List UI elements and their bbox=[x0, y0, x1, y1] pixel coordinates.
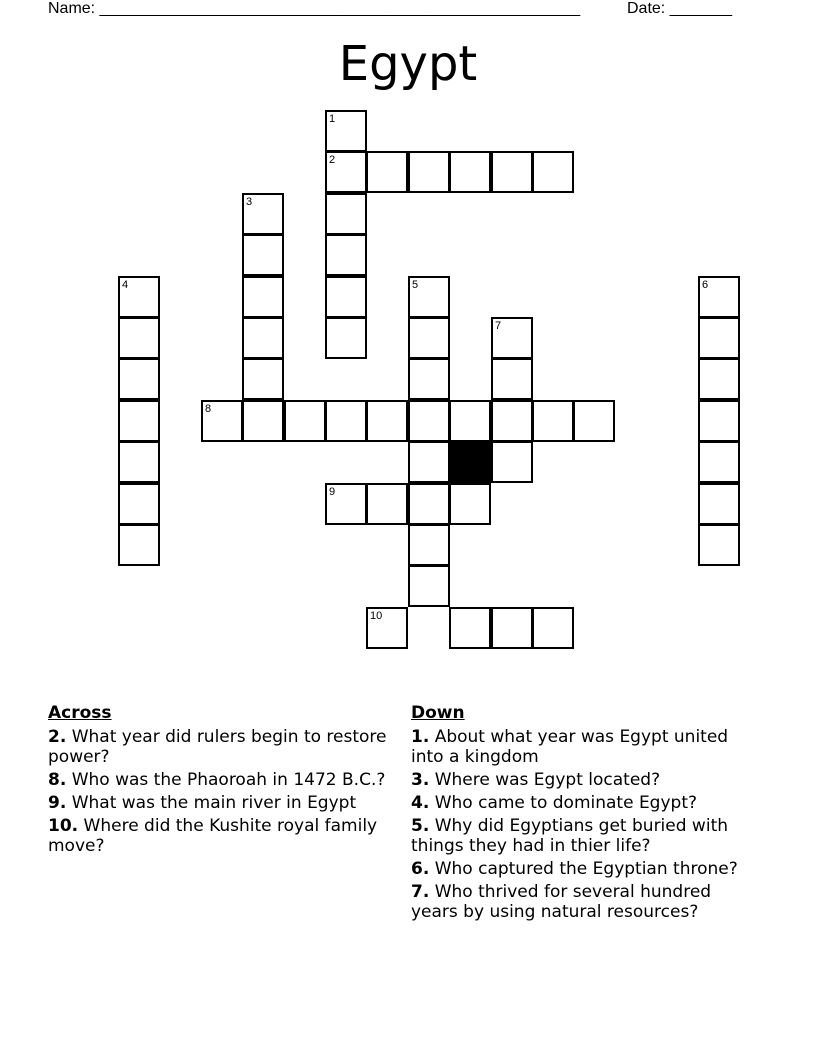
clue-number: 7. bbox=[411, 882, 430, 902]
clue-number: 5. bbox=[411, 816, 430, 836]
across-clue bbox=[48, 793, 403, 813]
cell-number: 4 bbox=[122, 279, 129, 291]
cell-number: 5 bbox=[412, 279, 419, 291]
crossword-cell[interactable] bbox=[449, 151, 491, 193]
down-clue bbox=[411, 859, 756, 879]
down-clue bbox=[411, 882, 756, 922]
crossword-cell[interactable] bbox=[325, 483, 367, 525]
crossword-cell[interactable] bbox=[449, 400, 491, 442]
down-heading: Down bbox=[411, 703, 465, 723]
crossword-cell[interactable] bbox=[242, 358, 284, 400]
crossword-cell[interactable] bbox=[408, 151, 450, 193]
crossword-cell[interactable] bbox=[201, 400, 243, 442]
cell-number: 9 bbox=[329, 486, 336, 498]
crossword-cell[interactable] bbox=[573, 400, 615, 442]
across-clue bbox=[48, 727, 403, 767]
crossword-cell[interactable] bbox=[408, 317, 450, 359]
cell-number: 10 bbox=[370, 610, 383, 622]
crossword-cell[interactable] bbox=[242, 276, 284, 318]
crossword-cell[interactable] bbox=[284, 400, 326, 442]
cell-number: 3 bbox=[246, 196, 253, 208]
page-title: Egypt bbox=[338, 36, 478, 92]
clue-text: About what year was Egypt united into a kingdom bbox=[411, 727, 729, 767]
cell-number: 1 bbox=[329, 113, 336, 125]
crossword-cell[interactable] bbox=[325, 317, 367, 359]
crossword-cell[interactable] bbox=[118, 400, 160, 442]
crossword-cell[interactable] bbox=[325, 151, 367, 193]
crossword-cell[interactable] bbox=[242, 193, 284, 235]
clue-text: What year did rulers begin to restore power? bbox=[48, 727, 387, 767]
clue-text: Who was the Phaoroah in 1472 B.C.? bbox=[71, 770, 386, 790]
crossword-cell[interactable] bbox=[325, 276, 367, 318]
crossword-cell[interactable] bbox=[698, 483, 740, 525]
crossword-cell[interactable] bbox=[491, 317, 533, 359]
crossword-cell[interactable] bbox=[408, 483, 450, 525]
crossword-cell[interactable] bbox=[325, 400, 367, 442]
across-clues bbox=[48, 703, 403, 859]
crossword-cell[interactable] bbox=[118, 317, 160, 359]
crossword-cell[interactable] bbox=[118, 358, 160, 400]
across-clue bbox=[48, 770, 403, 790]
crossword-cell[interactable] bbox=[698, 276, 740, 318]
crossword-cell[interactable] bbox=[366, 607, 408, 649]
across-clue bbox=[48, 816, 403, 856]
crossword-cell[interactable] bbox=[698, 400, 740, 442]
crossword-cell[interactable] bbox=[408, 524, 450, 566]
down-clue bbox=[411, 770, 756, 790]
crossword-cell[interactable] bbox=[408, 400, 450, 442]
crossword-cell[interactable] bbox=[242, 400, 284, 442]
crossword-cell[interactable] bbox=[698, 441, 740, 483]
crossword-cell[interactable] bbox=[532, 151, 574, 193]
cell-number: 8 bbox=[205, 403, 212, 415]
clue-number: 4. bbox=[411, 793, 430, 813]
crossword-cell[interactable] bbox=[366, 483, 408, 525]
crossword-cell[interactable] bbox=[491, 151, 533, 193]
name-field-label: Name: ______________________________________________________ bbox=[48, 0, 581, 17]
crossword-cell[interactable] bbox=[242, 317, 284, 359]
crossword-cell[interactable] bbox=[449, 483, 491, 525]
cell-number: 6 bbox=[702, 279, 709, 291]
crossword-cell[interactable] bbox=[408, 565, 450, 607]
clue-number: 6. bbox=[411, 859, 430, 879]
clue-text: Where was Egypt located? bbox=[434, 770, 661, 790]
black-cell bbox=[449, 441, 491, 483]
down-clue bbox=[411, 816, 756, 856]
crossword-cell[interactable] bbox=[491, 607, 533, 649]
date-field-label: Date: _______ bbox=[627, 0, 732, 17]
cell-number: 7 bbox=[495, 320, 502, 332]
crossword-cell[interactable] bbox=[408, 441, 450, 483]
crossword-cell[interactable] bbox=[491, 441, 533, 483]
clue-number: 9. bbox=[48, 793, 67, 813]
crossword-cell[interactable] bbox=[449, 607, 491, 649]
crossword-cell[interactable] bbox=[325, 234, 367, 276]
clue-text: Who captured the Egyptian throne? bbox=[434, 859, 738, 879]
clue-number: 1. bbox=[411, 727, 430, 747]
crossword-cell[interactable] bbox=[118, 524, 160, 566]
crossword-cell[interactable] bbox=[698, 358, 740, 400]
down-clue bbox=[411, 727, 756, 767]
crossword-cell[interactable] bbox=[242, 234, 284, 276]
crossword-cell[interactable] bbox=[366, 400, 408, 442]
crossword-cell[interactable] bbox=[491, 358, 533, 400]
cell-number: 2 bbox=[329, 154, 336, 166]
crossword-cell[interactable] bbox=[491, 400, 533, 442]
crossword-cell[interactable] bbox=[532, 400, 574, 442]
crossword-cell[interactable] bbox=[118, 276, 160, 318]
down-clues bbox=[411, 703, 756, 925]
clue-number: 2. bbox=[48, 727, 67, 747]
clue-text: Who came to dominate Egypt? bbox=[434, 793, 698, 813]
clue-number: 10. bbox=[48, 816, 79, 836]
crossword-cell[interactable] bbox=[118, 483, 160, 525]
crossword-cell[interactable] bbox=[366, 151, 408, 193]
clue-text: Why did Egyptians get buried with things they had in thier life? bbox=[411, 816, 729, 856]
clue-text: Who thrived for several hundred years by using natural resources? bbox=[411, 882, 712, 922]
crossword-cell[interactable] bbox=[532, 607, 574, 649]
clue-text: What was the main river in Egypt bbox=[71, 793, 357, 813]
clue-number: 8. bbox=[48, 770, 67, 790]
clue-number: 3. bbox=[411, 770, 430, 790]
down-clue bbox=[411, 793, 756, 813]
crossword-cell[interactable] bbox=[408, 358, 450, 400]
crossword-cell[interactable] bbox=[698, 524, 740, 566]
crossword-cell[interactable] bbox=[698, 317, 740, 359]
crossword-cell[interactable] bbox=[325, 110, 367, 152]
crossword-cell[interactable] bbox=[408, 276, 450, 318]
crossword-cell[interactable] bbox=[325, 193, 367, 235]
crossword-cell[interactable] bbox=[118, 441, 160, 483]
clue-text: Where did the Kushite royal family move? bbox=[48, 816, 378, 856]
across-heading: Across bbox=[48, 703, 112, 723]
